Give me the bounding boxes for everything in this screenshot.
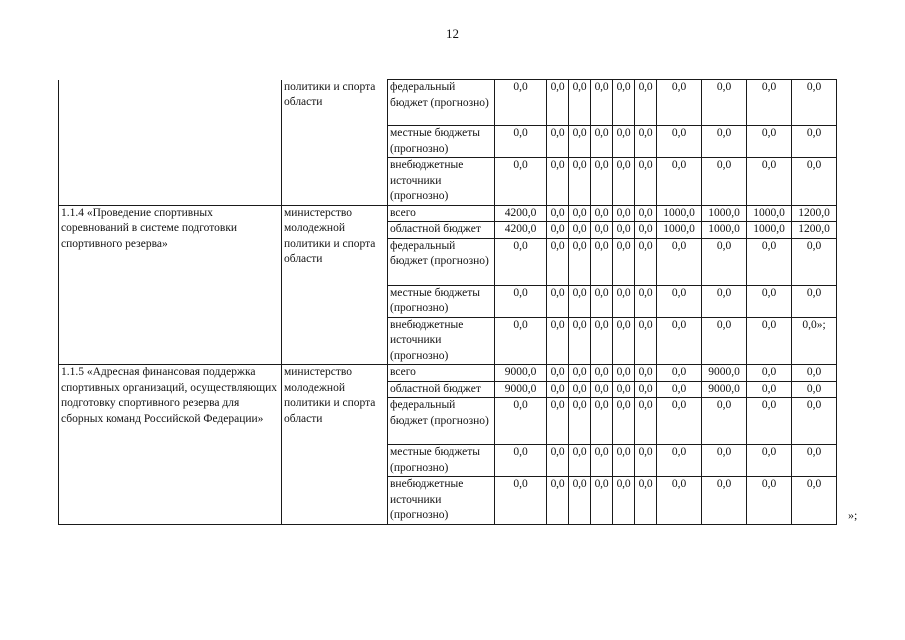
value-cell: 0,0 <box>547 285 569 317</box>
value-cell: 0,0 <box>613 238 635 285</box>
value-cell: 0,0 <box>495 445 547 477</box>
source-cell: местные бюджеты (прогнозно) <box>388 285 495 317</box>
value-cell: 0,0 <box>613 80 635 126</box>
value-cell: 0,0 <box>747 80 792 126</box>
value-cell: 0,0 <box>747 158 792 206</box>
value-cell: 0,0 <box>747 126 792 158</box>
value-cell: 0,0 <box>657 381 702 398</box>
value-cell: 0,0 <box>657 317 702 365</box>
value-cell: 0,0 <box>613 445 635 477</box>
value-cell: 0,0 <box>635 158 657 206</box>
value-cell: 1000,0 <box>702 205 747 222</box>
executor-cell: министерство молодежной политики и спорта области <box>282 205 388 365</box>
value-cell: 0,0 <box>547 158 569 206</box>
value-cell: 0,0 <box>747 285 792 317</box>
value-cell: 0,0 <box>635 238 657 285</box>
value-cell: 1000,0 <box>657 222 702 239</box>
value-cell: 0,0 <box>569 445 591 477</box>
value-cell: 0,0 <box>591 238 613 285</box>
value-cell: 0,0 <box>613 126 635 158</box>
value-cell: 0,0 <box>747 398 792 445</box>
value-cell: 0,0»; <box>792 317 837 365</box>
value-cell: 0,0 <box>569 285 591 317</box>
value-cell: 0,0 <box>635 365 657 382</box>
value-cell: 9000,0 <box>495 381 547 398</box>
value-cell: 0,0 <box>547 381 569 398</box>
value-cell: 0,0 <box>613 381 635 398</box>
value-cell: 0,0 <box>591 126 613 158</box>
value-cell: 0,0 <box>635 381 657 398</box>
value-cell: 0,0 <box>702 80 747 126</box>
source-cell: областной бюджет <box>388 222 495 239</box>
value-cell: 1200,0 <box>792 205 837 222</box>
value-cell: 1000,0 <box>747 205 792 222</box>
value-cell: 0,0 <box>613 285 635 317</box>
value-cell: 0,0 <box>635 126 657 158</box>
value-cell: 0,0 <box>657 285 702 317</box>
value-cell: 0,0 <box>792 381 837 398</box>
value-cell: 0,0 <box>747 365 792 382</box>
value-cell: 0,0 <box>657 398 702 445</box>
value-cell: 0,0 <box>635 285 657 317</box>
value-cell: 0,0 <box>591 381 613 398</box>
value-cell: 0,0 <box>569 317 591 365</box>
value-cell: 0,0 <box>591 398 613 445</box>
value-cell: 0,0 <box>657 80 702 126</box>
value-cell: 9000,0 <box>702 381 747 398</box>
source-cell: местные бюджеты (прогнозно) <box>388 126 495 158</box>
value-cell: 0,0 <box>635 445 657 477</box>
value-cell: 0,0 <box>635 222 657 239</box>
value-cell: 0,0 <box>547 80 569 126</box>
value-cell: 0,0 <box>547 126 569 158</box>
value-cell: 0,0 <box>547 317 569 365</box>
value-cell: 0,0 <box>547 398 569 445</box>
value-cell: 0,0 <box>657 238 702 285</box>
value-cell: 0,0 <box>547 365 569 382</box>
value-cell: 0,0 <box>613 158 635 206</box>
value-cell: 0,0 <box>702 158 747 206</box>
value-cell: 0,0 <box>569 80 591 126</box>
value-cell: 0,0 <box>495 477 547 525</box>
value-cell: 0,0 <box>613 205 635 222</box>
value-cell: 0,0 <box>495 285 547 317</box>
value-cell: 0,0 <box>495 238 547 285</box>
value-cell: 0,0 <box>792 398 837 445</box>
value-cell: 4200,0 <box>495 205 547 222</box>
value-cell: 0,0 <box>569 126 591 158</box>
value-cell: 0,0 <box>569 158 591 206</box>
closing-mark: »; <box>848 508 858 522</box>
value-cell: 0,0 <box>495 398 547 445</box>
value-cell: 0,0 <box>613 222 635 239</box>
value-cell: 0,0 <box>657 158 702 206</box>
value-cell: 0,0 <box>569 238 591 285</box>
value-cell: 0,0 <box>591 205 613 222</box>
value-cell: 0,0 <box>613 317 635 365</box>
value-cell: 0,0 <box>613 477 635 525</box>
value-cell: 0,0 <box>747 477 792 525</box>
value-cell: 0,0 <box>591 285 613 317</box>
value-cell: 0,0 <box>591 158 613 206</box>
source-cell: областной бюджет <box>388 381 495 398</box>
value-cell: 0,0 <box>569 381 591 398</box>
value-cell: 0,0 <box>657 365 702 382</box>
value-cell: 0,0 <box>792 445 837 477</box>
value-cell: 9000,0 <box>702 365 747 382</box>
table-row <box>59 205 837 222</box>
value-cell: 4200,0 <box>495 222 547 239</box>
value-cell: 0,0 <box>702 445 747 477</box>
value-cell: 0,0 <box>747 317 792 365</box>
value-cell: 0,0 <box>547 238 569 285</box>
value-cell: 0,0 <box>702 477 747 525</box>
value-cell: 0,0 <box>635 477 657 525</box>
value-cell: 0,0 <box>792 238 837 285</box>
value-cell: 0,0 <box>702 285 747 317</box>
value-cell: 0,0 <box>495 126 547 158</box>
value-cell: 0,0 <box>635 205 657 222</box>
value-cell: 0,0 <box>591 80 613 126</box>
value-cell: 0,0 <box>547 445 569 477</box>
executor-cell: политики и спорта области <box>282 80 388 206</box>
value-cell: 0,0 <box>635 317 657 365</box>
value-cell: 0,0 <box>702 238 747 285</box>
value-cell: 1000,0 <box>657 205 702 222</box>
value-cell: 0,0 <box>613 365 635 382</box>
table-row <box>59 365 837 382</box>
source-cell: всего <box>388 205 495 222</box>
value-cell: 0,0 <box>547 477 569 525</box>
value-cell: 0,0 <box>569 205 591 222</box>
value-cell: 0,0 <box>747 381 792 398</box>
value-cell: 0,0 <box>495 158 547 206</box>
source-cell: федеральный бюджет (прогнозно) <box>388 398 495 445</box>
value-cell: 0,0 <box>591 477 613 525</box>
value-cell: 0,0 <box>657 445 702 477</box>
value-cell: 0,0 <box>792 80 837 126</box>
source-cell: федеральный бюджет (прогнозно) <box>388 80 495 126</box>
value-cell: 0,0 <box>792 126 837 158</box>
source-cell: федеральный бюджет (прогнозно) <box>388 238 495 285</box>
value-cell: 0,0 <box>792 158 837 206</box>
value-cell: 0,0 <box>569 477 591 525</box>
value-cell: 0,0 <box>591 365 613 382</box>
measure-cell <box>59 80 282 206</box>
value-cell: 0,0 <box>792 477 837 525</box>
value-cell: 0,0 <box>792 365 837 382</box>
value-cell: 0,0 <box>569 222 591 239</box>
source-cell: местные бюджеты (прогнозно) <box>388 445 495 477</box>
value-cell: 0,0 <box>569 365 591 382</box>
value-cell: 0,0 <box>495 317 547 365</box>
source-cell: внебюджетные источники (прогнозно) <box>388 477 495 525</box>
value-cell: 9000,0 <box>495 365 547 382</box>
value-cell: 0,0 <box>591 317 613 365</box>
value-cell: 1200,0 <box>792 222 837 239</box>
value-cell: 0,0 <box>495 80 547 126</box>
value-cell: 0,0 <box>702 126 747 158</box>
value-cell: 0,0 <box>547 222 569 239</box>
value-cell: 0,0 <box>702 398 747 445</box>
value-cell: 0,0 <box>792 285 837 317</box>
source-cell: внебюджетные источники (прогнозно) <box>388 317 495 365</box>
value-cell: 0,0 <box>569 398 591 445</box>
value-cell: 0,0 <box>635 80 657 126</box>
value-cell: 0,0 <box>591 445 613 477</box>
value-cell: 0,0 <box>747 445 792 477</box>
value-cell: 0,0 <box>657 126 702 158</box>
page-number: 12 <box>446 26 459 41</box>
value-cell: 1000,0 <box>747 222 792 239</box>
value-cell: 0,0 <box>547 205 569 222</box>
value-cell: 0,0 <box>747 238 792 285</box>
measure-cell: 1.1.4 «Проведение спортивных соревнований в системе подготовки спортивного резерва» <box>59 205 282 365</box>
value-cell: 0,0 <box>657 477 702 525</box>
executor-cell: министерство молодежной политики и спорта области <box>282 365 388 525</box>
table-row <box>59 80 837 126</box>
source-cell: внебюджетные источники (прогнозно) <box>388 158 495 206</box>
value-cell: 0,0 <box>635 398 657 445</box>
value-cell: 0,0 <box>591 222 613 239</box>
budget-table <box>58 79 837 525</box>
value-cell: 0,0 <box>613 398 635 445</box>
source-cell: всего <box>388 365 495 382</box>
value-cell: 1000,0 <box>702 222 747 239</box>
value-cell: 0,0 <box>702 317 747 365</box>
measure-cell: 1.1.5 «Адресная финансовая поддержка спортивных организаций, осуществляющих подготовку спортивного резерва для сборных команд Российской Федерации» <box>59 365 282 525</box>
